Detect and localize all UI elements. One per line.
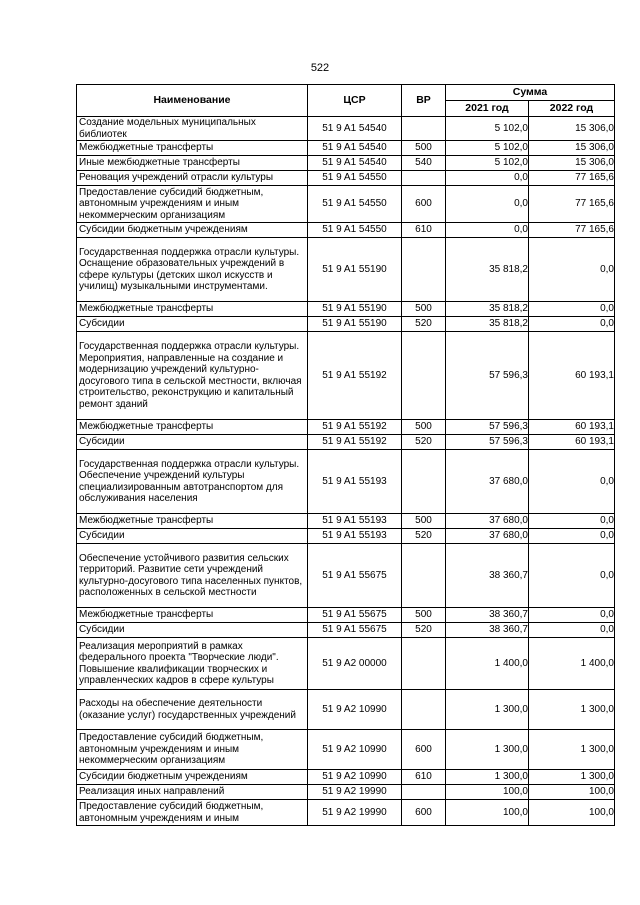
header-sum: Сумма bbox=[446, 85, 615, 101]
row-vr: 600 bbox=[402, 800, 446, 826]
row-vr: 520 bbox=[402, 435, 446, 450]
row-csr: 51 9 A1 54540 bbox=[308, 141, 402, 156]
row-value-2022: 0,0 bbox=[529, 450, 615, 514]
row-name: Создание модельных муниципальных библиотек bbox=[77, 117, 308, 141]
row-value-2021: 5 102,0 bbox=[446, 117, 529, 141]
header-year-2021: 2021 год bbox=[446, 101, 529, 117]
row-csr: 51 9 A1 55193 bbox=[308, 514, 402, 529]
row-value-2021: 38 360,7 bbox=[446, 544, 529, 608]
table-row bbox=[77, 514, 615, 529]
row-csr: 51 9 A2 10990 bbox=[308, 770, 402, 785]
table-row bbox=[77, 730, 615, 770]
row-value-2021: 38 360,7 bbox=[446, 623, 529, 638]
row-vr: 600 bbox=[402, 186, 446, 223]
table-row bbox=[77, 608, 615, 623]
page-number: 522 bbox=[310, 62, 330, 74]
row-name: Государственная поддержка отрасли культуры. Мероприятия, направленные на создание и модернизацию учреждений культурно-досугового типа в сельской местности, включая строительство, реконструкцию и капитальный ремонт зданий bbox=[77, 332, 308, 420]
table-row bbox=[77, 435, 615, 450]
row-value-2022: 77 165,6 bbox=[529, 186, 615, 223]
table-row bbox=[77, 186, 615, 223]
table-row bbox=[77, 238, 615, 302]
row-name: Расходы на обеспечение деятельности (оказание услуг) государственных учреждений bbox=[77, 690, 308, 730]
row-value-2022: 0,0 bbox=[529, 544, 615, 608]
table-row bbox=[77, 623, 615, 638]
row-value-2022: 77 165,6 bbox=[529, 171, 615, 186]
row-value-2022: 0,0 bbox=[529, 623, 615, 638]
row-value-2022: 15 306,0 bbox=[529, 141, 615, 156]
row-value-2021: 100,0 bbox=[446, 785, 529, 800]
row-value-2022: 1 300,0 bbox=[529, 770, 615, 785]
row-vr: 500 bbox=[402, 141, 446, 156]
row-csr: 51 9 A1 55190 bbox=[308, 317, 402, 332]
row-name: Межбюджетные трансферты bbox=[77, 608, 308, 623]
row-csr: 51 9 A2 00000 bbox=[308, 638, 402, 690]
row-vr: 520 bbox=[402, 317, 446, 332]
row-value-2022: 0,0 bbox=[529, 317, 615, 332]
table-row bbox=[77, 544, 615, 608]
header-vr: ВР bbox=[402, 85, 446, 117]
row-name: Предоставление субсидий бюджетным, автономным учреждениям и иным bbox=[77, 800, 308, 826]
row-value-2022: 60 193,1 bbox=[529, 332, 615, 420]
table-row bbox=[77, 770, 615, 785]
table-row bbox=[77, 302, 615, 317]
row-vr bbox=[402, 785, 446, 800]
row-value-2021: 1 300,0 bbox=[446, 690, 529, 730]
row-value-2021: 37 680,0 bbox=[446, 450, 529, 514]
row-csr: 51 9 A2 10990 bbox=[308, 690, 402, 730]
row-value-2022: 60 193,1 bbox=[529, 420, 615, 435]
row-csr: 51 9 A2 19990 bbox=[308, 785, 402, 800]
row-value-2022: 0,0 bbox=[529, 529, 615, 544]
row-value-2022: 77 165,6 bbox=[529, 223, 615, 238]
row-vr: 610 bbox=[402, 223, 446, 238]
row-vr: 520 bbox=[402, 623, 446, 638]
row-value-2022: 60 193,1 bbox=[529, 435, 615, 450]
row-value-2021: 0,0 bbox=[446, 171, 529, 186]
row-csr: 51 9 A1 55192 bbox=[308, 420, 402, 435]
row-name: Иные межбюджетные трансферты bbox=[77, 156, 308, 171]
row-csr: 51 9 A1 54550 bbox=[308, 186, 402, 223]
row-value-2021: 57 596,3 bbox=[446, 332, 529, 420]
row-vr bbox=[402, 450, 446, 514]
row-vr: 520 bbox=[402, 529, 446, 544]
row-csr: 51 9 A1 55190 bbox=[308, 238, 402, 302]
row-csr: 51 9 A1 55190 bbox=[308, 302, 402, 317]
row-name: Предоставление субсидий бюджетным, автономным учреждениям и иным некоммерческим организациям bbox=[77, 730, 308, 770]
row-vr: 500 bbox=[402, 420, 446, 435]
row-name: Субсидии бюджетным учреждениям bbox=[77, 223, 308, 238]
row-name: Субсидии bbox=[77, 317, 308, 332]
row-value-2022: 1 300,0 bbox=[529, 730, 615, 770]
row-name: Государственная поддержка отрасли культуры. Обеспечение учреждений культуры специализированным автотранспортом для обслуживания населения bbox=[77, 450, 308, 514]
row-vr: 600 bbox=[402, 730, 446, 770]
row-csr: 51 9 A1 55192 bbox=[308, 332, 402, 420]
row-value-2021: 5 102,0 bbox=[446, 156, 529, 171]
row-value-2021: 35 818,2 bbox=[446, 317, 529, 332]
row-name: Межбюджетные трансферты bbox=[77, 302, 308, 317]
row-value-2021: 1 300,0 bbox=[446, 770, 529, 785]
row-csr: 51 9 A2 19990 bbox=[308, 800, 402, 826]
row-vr: 500 bbox=[402, 302, 446, 317]
row-name: Межбюджетные трансферты bbox=[77, 141, 308, 156]
row-vr bbox=[402, 171, 446, 186]
row-vr bbox=[402, 332, 446, 420]
row-vr bbox=[402, 544, 446, 608]
row-csr: 51 9 A1 55675 bbox=[308, 544, 402, 608]
row-name: Обеспечение устойчивого развития сельских территорий. Развитие сети учреждений культурно-досугового типа населенных пунктов, расположенных в сельской местности bbox=[77, 544, 308, 608]
table-row bbox=[77, 117, 615, 141]
row-value-2021: 1 300,0 bbox=[446, 730, 529, 770]
row-csr: 51 9 A2 10990 bbox=[308, 730, 402, 770]
row-csr: 51 9 A1 54550 bbox=[308, 171, 402, 186]
row-csr: 51 9 A1 54540 bbox=[308, 117, 402, 141]
row-name: Государственная поддержка отрасли культуры. Оснащение образовательных учреждений в сфере культуры (детских школ искусств и училищ) музыкальными инструментами. bbox=[77, 238, 308, 302]
row-value-2022: 1 400,0 bbox=[529, 638, 615, 690]
row-value-2022: 1 300,0 bbox=[529, 690, 615, 730]
row-value-2021: 1 400,0 bbox=[446, 638, 529, 690]
row-value-2022: 0,0 bbox=[529, 514, 615, 529]
row-name: Межбюджетные трансферты bbox=[77, 514, 308, 529]
table-row bbox=[77, 317, 615, 332]
row-vr bbox=[402, 238, 446, 302]
row-name: Предоставление субсидий бюджетным, автономным учреждениям и иным некоммерческим организациям bbox=[77, 186, 308, 223]
row-vr: 500 bbox=[402, 514, 446, 529]
row-vr: 540 bbox=[402, 156, 446, 171]
row-value-2021: 37 680,0 bbox=[446, 514, 529, 529]
row-csr: 51 9 A1 55193 bbox=[308, 450, 402, 514]
row-vr: 610 bbox=[402, 770, 446, 785]
header-year-2022: 2022 год bbox=[529, 101, 615, 117]
table-row bbox=[77, 332, 615, 420]
row-value-2021: 35 818,2 bbox=[446, 302, 529, 317]
table-row bbox=[77, 141, 615, 156]
row-csr: 51 9 A1 54540 bbox=[308, 156, 402, 171]
row-csr: 51 9 A1 55675 bbox=[308, 608, 402, 623]
table-row bbox=[77, 800, 615, 826]
table-row bbox=[77, 223, 615, 238]
row-value-2021: 57 596,3 bbox=[446, 420, 529, 435]
table-row bbox=[77, 785, 615, 800]
row-name: Субсидии bbox=[77, 623, 308, 638]
row-value-2021: 57 596,3 bbox=[446, 435, 529, 450]
table-row bbox=[77, 156, 615, 171]
row-value-2021: 38 360,7 bbox=[446, 608, 529, 623]
row-name: Реализация иных направлений bbox=[77, 785, 308, 800]
row-vr bbox=[402, 690, 446, 730]
row-name: Субсидии bbox=[77, 435, 308, 450]
table-row bbox=[77, 638, 615, 690]
row-value-2022: 100,0 bbox=[529, 785, 615, 800]
header-csr: ЦСР bbox=[308, 85, 402, 117]
row-value-2021: 35 818,2 bbox=[446, 238, 529, 302]
row-value-2022: 100,0 bbox=[529, 800, 615, 826]
header-name: Наименование bbox=[77, 85, 308, 117]
table-row bbox=[77, 690, 615, 730]
row-value-2022: 15 306,0 bbox=[529, 117, 615, 141]
row-value-2021: 5 102,0 bbox=[446, 141, 529, 156]
row-value-2022: 0,0 bbox=[529, 238, 615, 302]
row-csr: 51 9 A1 54550 bbox=[308, 223, 402, 238]
row-csr: 51 9 A1 55675 bbox=[308, 623, 402, 638]
row-value-2021: 100,0 bbox=[446, 800, 529, 826]
budget-table bbox=[76, 84, 615, 826]
table-row bbox=[77, 420, 615, 435]
table-row bbox=[77, 171, 615, 186]
row-vr bbox=[402, 638, 446, 690]
row-name: Межбюджетные трансферты bbox=[77, 420, 308, 435]
row-csr: 51 9 A1 55193 bbox=[308, 529, 402, 544]
row-value-2021: 0,0 bbox=[446, 223, 529, 238]
row-vr: 500 bbox=[402, 608, 446, 623]
row-value-2022: 0,0 bbox=[529, 608, 615, 623]
row-name: Субсидии bbox=[77, 529, 308, 544]
table-row bbox=[77, 529, 615, 544]
row-name: Реализация мероприятий в рамках федерального проекта "Творческие люди". Повышение квалификации творческих и управленческих кадров в сфере культуры bbox=[77, 638, 308, 690]
row-name: Реновация учреждений отрасли культуры bbox=[77, 171, 308, 186]
table-row bbox=[77, 450, 615, 514]
row-vr bbox=[402, 117, 446, 141]
row-value-2022: 15 306,0 bbox=[529, 156, 615, 171]
row-value-2022: 0,0 bbox=[529, 302, 615, 317]
row-value-2021: 37 680,0 bbox=[446, 529, 529, 544]
row-name: Субсидии бюджетным учреждениям bbox=[77, 770, 308, 785]
row-value-2021: 0,0 bbox=[446, 186, 529, 223]
row-csr: 51 9 A1 55192 bbox=[308, 435, 402, 450]
